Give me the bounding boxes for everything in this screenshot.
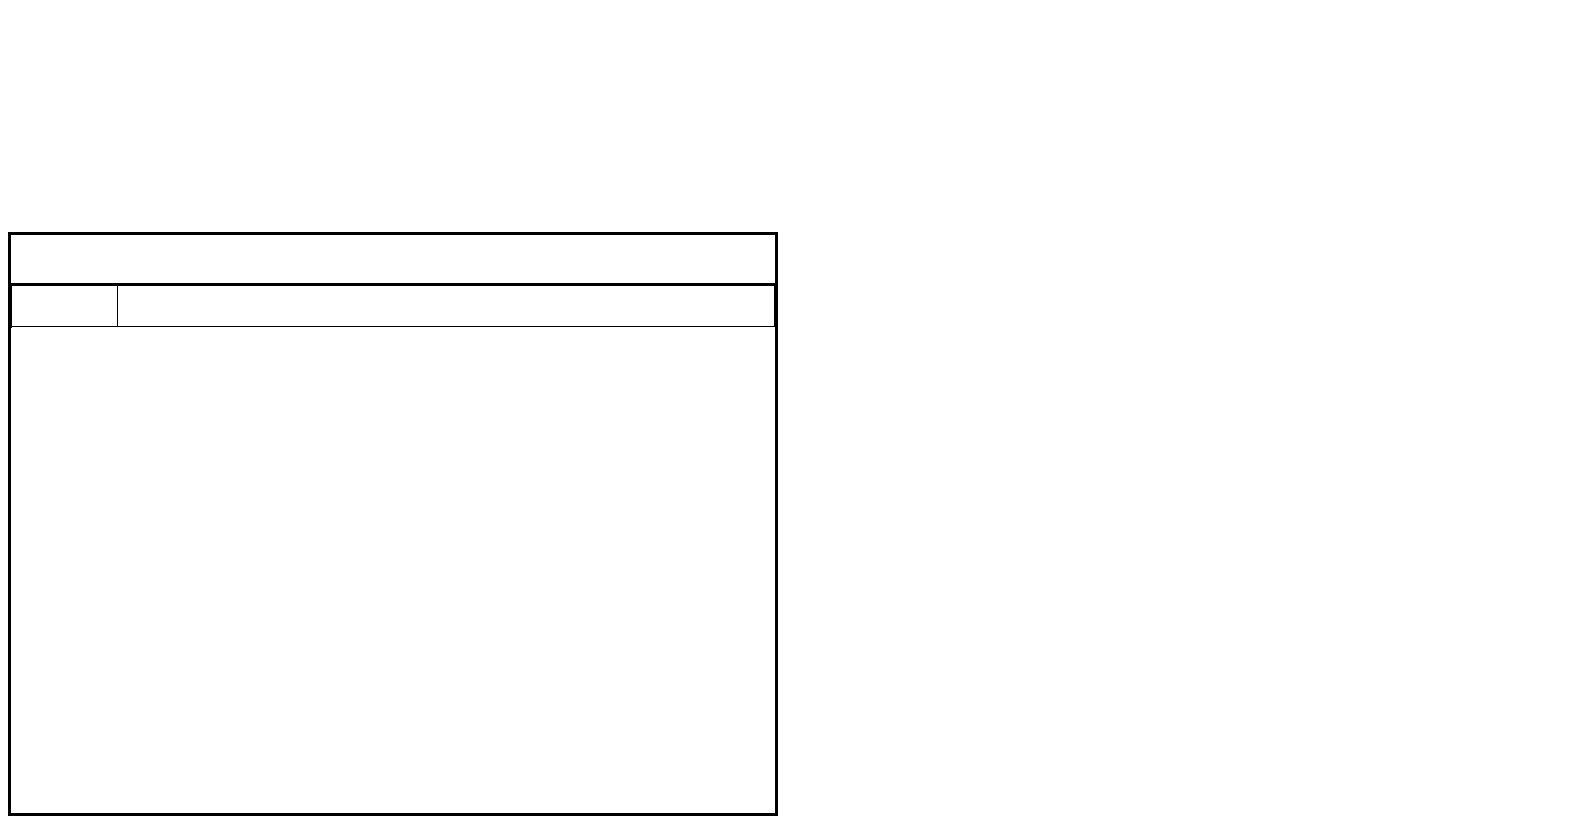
equipment-line	[11, 235, 775, 238]
table-header-row	[12, 286, 775, 327]
note-gap	[19, 335, 767, 343]
notes-block	[11, 327, 775, 343]
substances-table	[11, 285, 775, 327]
equipment-row	[11, 235, 775, 285]
declaration-panel-left	[8, 0, 782, 26]
restricted-substances-header	[118, 286, 775, 327]
declaration-box	[8, 232, 778, 816]
unit-cell	[12, 286, 118, 327]
